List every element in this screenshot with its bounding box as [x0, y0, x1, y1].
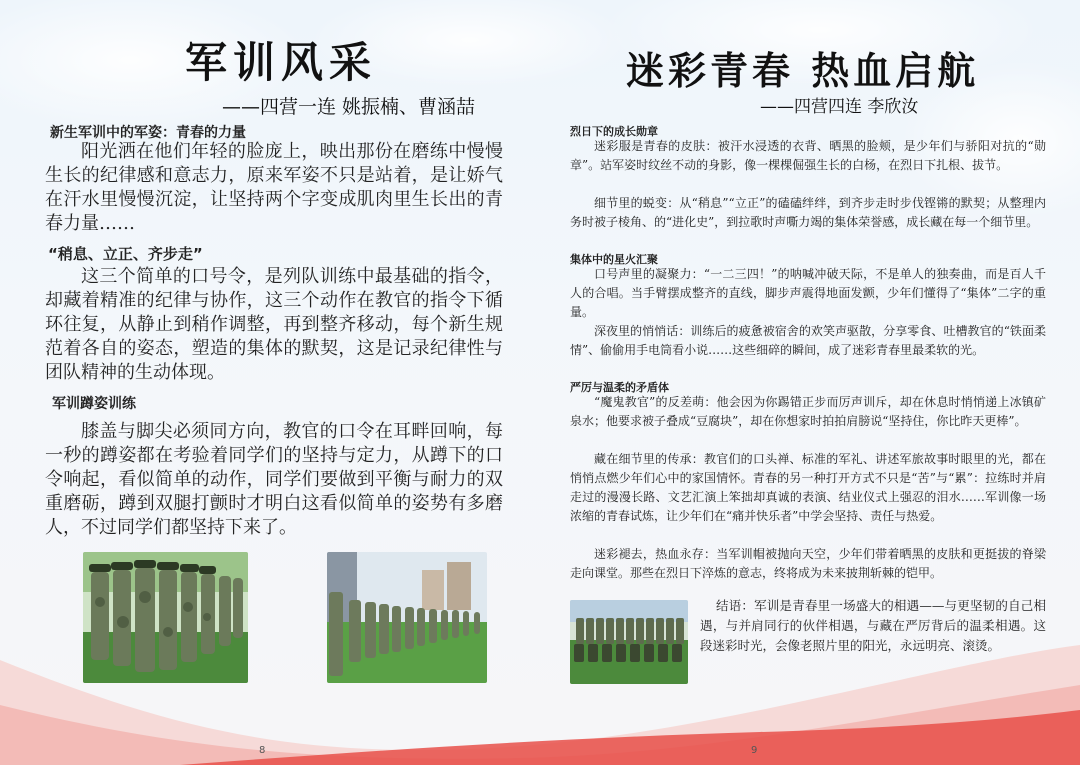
page-number: 8: [259, 745, 266, 756]
conclusion-text: 结语：军训是青春里一场盛大的相遇——与更坚韧的自己相遇，与并肩同行的伙伴相遇，与藏在严厉背后的温柔相遇。这段迷彩时光，会像老照片里的阳光，永远明亮、滚烫。: [700, 598, 1046, 653]
section-paragraph: 藏在细节里的传承：教官们的口头禅、标准的军礼、讲述军旅故事时眼里的光，都在悄悄点燃少年们心中的家国情怀。青春的另一种打开方式不只是“苦”与“累”：拉练时并肩走过的漫漫长路、文艺汇演上笨拙却真诚的表演、结业仪式上强忍的泪水……军训像一场浓缩的青春试炼，让少年们在“痛并快乐者”中学会坚持、责任与热爱。: [570, 452, 1046, 523]
section-body: 这三个简单的口号令，是列队训练中最基础的指令，却藏着精准的纪律与协作，这三个动作在教官的指令下循环往复，从静止到稍作调整，再到整齐移动，每个新生规范着各自的姿态，塑造的集体的默契，这是记录纪律性与团队精神的生动体现。: [45, 266, 503, 383]
closing-photo-troops: [570, 600, 688, 684]
right-page-title: 迷彩青春 热血启航: [626, 48, 980, 93]
section-body: 膝盖与脚尖必须同方向，教官的口令在耳畔回响，每一秒的蹲姿都在考验着同学们的坚持与定力，从蹲下的口令响起，看似简单的动作，同学们要做到平衡与耐力的双重磨砺，蹲到双腿打颤时才明白这看似简单的姿势有多磨人，不过同学们都坚持下来了。: [45, 421, 503, 538]
section-heading: 军训蹲姿训练: [52, 396, 136, 412]
section-paragraph: 深夜里的悄悄话：训练后的疲惫被宿舍的欢笑声驱散，分享零食、吐槽教官的“铁面柔情”、偷偷用手电筒看小说……这些细碎的瞬间，成了迷彩青春里最柔软的光。: [570, 324, 1046, 357]
section-heading: 集体中的星火汇聚: [570, 253, 658, 266]
section-heading: 严厉与温柔的矛盾体: [570, 381, 669, 394]
training-photo-formation: [327, 552, 487, 683]
section-body: 阳光洒在他们年轻的脸庞上，映出那份在磨练中慢慢生长的纪律感和意志力，原来军姿不只是站着，是让娇气在汗水里慢慢沉淀，让坚持两个字变成肌肉里生长出的青春力量……: [45, 141, 503, 234]
section-paragraph: 迷彩服是青春的皮肤：被汗水浸透的衣背、晒黑的脸颊，是少年们与骄阳对抗的“勋章”。站军姿时纹丝不动的身影，像一棵棵倔强生长的白杨，在烈日下扎根、拔节。: [570, 139, 1046, 172]
training-photo-squat: [83, 552, 248, 683]
section-paragraph: 细节里的蜕变：从“稍息”“立正”的磕磕绊绊，到齐步走时步伐铿锵的默契；从整理内务时被子棱角、的“进化史”，到拉歌时声嘶力竭的集体荣誉感，成长藏在每一个细节里。: [570, 196, 1046, 229]
section-heading: 烈日下的成长勋章: [570, 125, 658, 138]
right-page: [540, 0, 1080, 765]
section-paragraph: 口号声里的凝聚力：“一二三四！”的呐喊冲破天际，不是单人的独奏曲，而是百人千人的合唱。当手臂摆成整齐的直线，脚步声震得地面发颤，少年们懂得了“集体”二字的重量。: [570, 267, 1046, 319]
section-paragraph: 迷彩褪去，热血永存：当军训帽被抛向天空，少年们带着晒黑的皮肤和更挺拔的脊梁走向课堂。那些在烈日下淬炼的意志，终将成为未来披荆斩棘的铠甲。: [570, 547, 1046, 580]
left-page-byline: ——四营一连 姚振楠、曹涵喆: [222, 96, 476, 118]
right-page-byline: ——四营四连 李欣汝: [760, 97, 919, 117]
section-paragraph: “魔鬼教官”的反差萌：他会因为你踢错正步而厉声训斥，却在休息时悄悄递上冰镇矿泉水；他要求被子叠成“豆腐块”，却在你想家时拍拍肩膀说“坚持住，你比昨天更棒”。: [570, 395, 1046, 428]
section-heading: “稍息、立正、齐步走”: [48, 245, 203, 263]
left-page-title: 军训风采: [185, 38, 378, 87]
section-heading: 新生军训中的军姿：青春的力量: [50, 125, 246, 141]
page-number: 9: [751, 745, 758, 756]
